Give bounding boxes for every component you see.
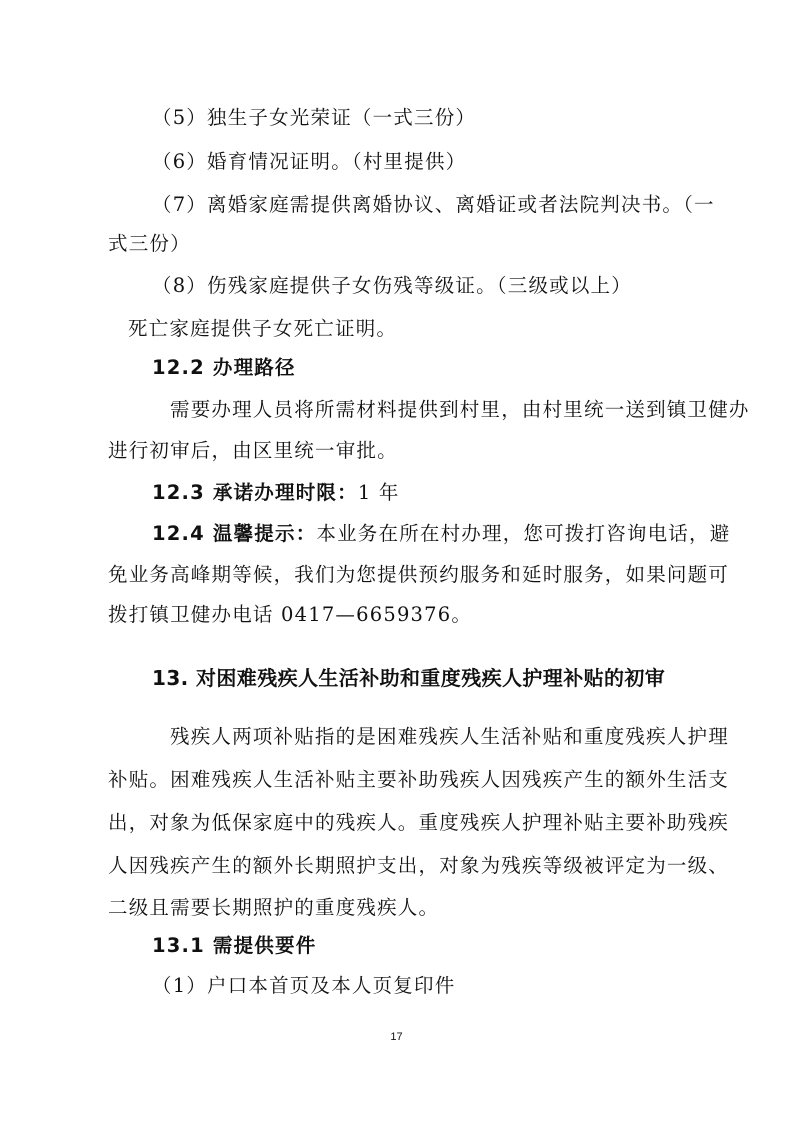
list-item-7: （7）离婚家庭需提供离婚协议、离婚证或者法院判决书。（一 bbox=[152, 193, 715, 216]
section-12-3-label: 12.3 承诺办理时限： bbox=[152, 481, 358, 504]
section-12-2-heading: 12.2 办理路径 bbox=[152, 356, 296, 379]
section-12-4-line-1 bbox=[152, 521, 730, 547]
section-13-paragraph-line-4: 人因残疾产生的额外长期照护支出，对象为残疾等级被评定为一级、 bbox=[108, 854, 730, 877]
section-12-4-text-1: 本业务在所在村办理，您可拨打咨询电话，避 bbox=[316, 522, 731, 545]
section-13-1-item-1: （1）户口本首页及本人页复印件 bbox=[152, 974, 456, 997]
section-13-paragraph-line-3: 出，对象为低保家庭中的残疾人。重度残疾人护理补贴主要补助残疾 bbox=[108, 811, 730, 834]
death-family-note: 死亡家庭提供子女死亡证明。 bbox=[128, 317, 398, 340]
section-13-paragraph-line-2: 补贴。困难残疾人生活补贴主要补助残疾人因残疾产生的额外生活支 bbox=[108, 768, 730, 791]
section-13-1-heading: 13.1 需提供要件 bbox=[152, 934, 317, 957]
section-12-3 bbox=[152, 480, 400, 506]
section-12-2-paragraph-line-1: 需要办理人员将所需材料提供到村里，由村里统一送到镇卫健办 bbox=[170, 398, 750, 421]
list-item-8: （8）伤残家庭提供子女伤残等级证。（三级或以上） bbox=[152, 274, 632, 297]
section-13-paragraph-line-1: 残疾人两项补贴指的是困难残疾人生活补贴和重度残疾人护理 bbox=[170, 725, 729, 748]
list-item-7-continued: 式三份） bbox=[108, 232, 191, 255]
section-13-heading: 13. 对困难残疾人生活补助和重度残疾人护理补贴的初审 bbox=[152, 666, 666, 690]
section-13-paragraph-line-5: 二级且需要长期照护的重度残疾人。 bbox=[108, 896, 440, 919]
list-item-6: （6）婚育情况证明。（村里提供） bbox=[152, 150, 467, 173]
section-12-4-label: 12.4 温馨提示： bbox=[152, 522, 317, 545]
list-item-5: （5）独生子女光荣证（一式三份） bbox=[152, 106, 477, 129]
section-12-2-paragraph-line-2: 进行初审后，由区里统一审批。 bbox=[108, 439, 398, 462]
section-12-3-value: 1 年 bbox=[357, 481, 400, 504]
section-12-4-line-3: 拨打镇卫健办电话 0417—6659376。 bbox=[108, 603, 473, 626]
section-12-4-line-2: 免业务高峰期等候，我们为您提供预约服务和延时服务，如果问题可 bbox=[108, 563, 730, 586]
page-number: 17 bbox=[390, 1031, 403, 1043]
